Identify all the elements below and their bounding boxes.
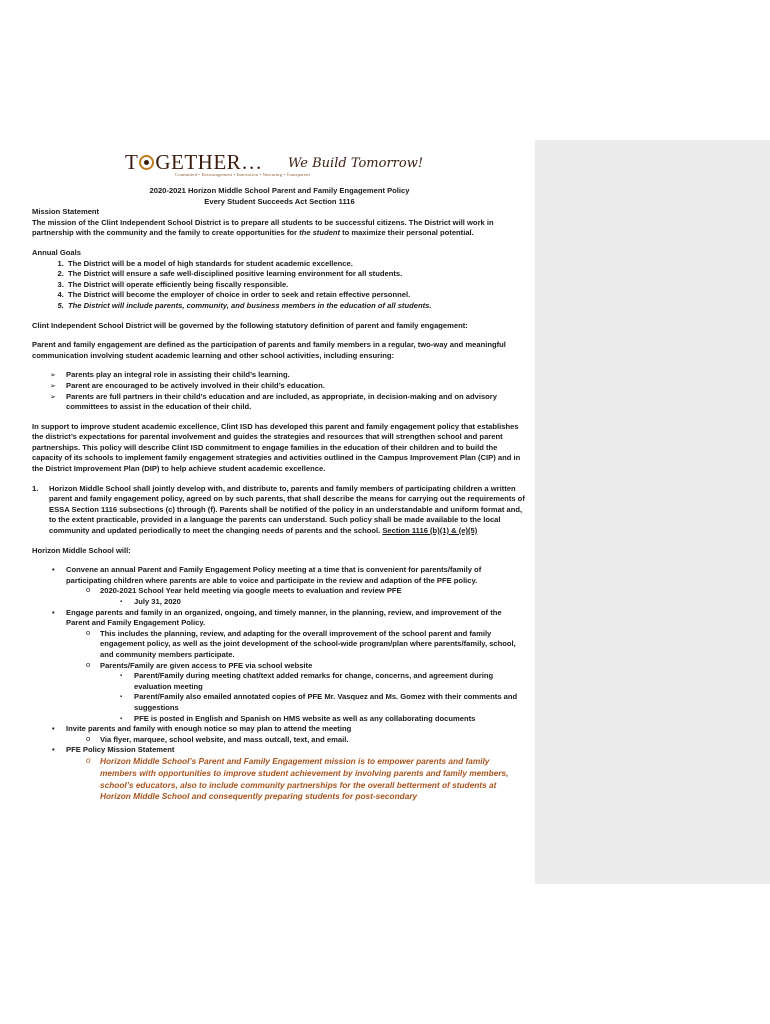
ensuring-list xyxy=(32,370,527,412)
will-subsubitem: ▪ PFE is posted in English and Spanish on HMS website as well as any collaborating documents xyxy=(120,714,527,725)
section-reference-link[interactable]: Section 1116 (b)(1) & (e)(5) xyxy=(382,526,478,536)
will-item-meeting: • Convene an annual Parent and Family Engagement Policy meeting at a time that is convenient for parents/family of participating children where parents are able to voice and participate in the review and adaption of the PFE policy. o 2020-2021 School Year held meeting via google meets to evaluation and review PFE ▪ July 31, 2020 xyxy=(52,565,527,607)
goals-list xyxy=(32,259,527,312)
goal-item: 5. The District will include parents, community, and business members in the education of all students. xyxy=(66,301,527,312)
ensuring-item: ➢ Parents play an integral role in assisting their child’s learning. xyxy=(50,370,527,381)
will-subsubitem: ▪ July 31, 2020 xyxy=(120,597,527,608)
will-item-engage: • Engage parents and family in an organized, ongoing, and timely manner, in the planning, review, and improvement of the Parent and Family Engagement Policy. o This includes the planning, review, and adapting for the overall improvement of the school parent and family engagement policy, as well as the joint development of the school-wide program/plan where parents/family, school, and community members participate. o Parents/Family are given access to PFE via school website ▪ Parent/Family during meeting chat/text added remarks for change, concerns, and agreement during evaluation meeting ▪ Parent/Family also emailed annotated copies of PFE Mr. Vasquez and Ms. Gomez with their comments and suggestions ▪ PFE is posted in English and Spanish on HMS website as well as any collaborating documents xyxy=(52,608,527,725)
will-item-mission: • PFE Policy Mission Statement o Horizon Middle School’s Parent and Family Engagement mission is to empower parents and family members with opportunities to improve student achievement by involving parents and family members, school’s educators, also to include community partnerships for the overall betterment of students at Horizon Middle School and consequently preparing students for post-secondary xyxy=(52,745,527,803)
goal-item: 3. The District will operate efficiently being fiscally responsible. xyxy=(66,280,527,291)
will-subitem: o Via flyer, marquee, school website, and mass outcall, text, and email. xyxy=(86,735,527,746)
mission-heading: Mission Statement xyxy=(32,207,100,217)
goal-item: 1. The District will be a model of high standards for student academic excellence. xyxy=(66,259,527,270)
logo-wordmark: T GETHER… xyxy=(125,150,263,174)
goal-item: 2. The District will ensure a safe well-disciplined positive learning environment for all students. xyxy=(66,269,527,280)
will-heading: Horizon Middle School will: xyxy=(32,545,131,555)
policy-subtitle: Every Student Succeeds Act Section 1116 xyxy=(204,196,355,206)
mission-text: The mission of the Clint Independent School District is to prepare all students to be successful citizens. The District will work in partnership with the community and the family to create opportunities for the student to maximize their personal potential. xyxy=(32,217,494,238)
ensuring-item: ➢ Parents are full partners in their child’s education and are included, as appropriate, in decision-making and on advisory committees to assist in the education of their child. xyxy=(50,392,527,413)
will-subsubitem: ▪ Parent/Family during meeting chat/text added remarks for change, concerns, and agreement during evaluation meeting xyxy=(120,671,527,692)
will-subitem: o 2020-2021 School Year held meeting via google meets to evaluation and review PFE ▪ July 31, 2020 xyxy=(86,586,527,607)
governed-statement: Clint Independent School District will be governed by the following statutory definition of parent and family engagement: xyxy=(32,320,468,330)
goal-item: 4. The District will become the employer of choice in order to seek and retain effective personnel. xyxy=(66,290,527,301)
engagement-definition: Parent and family engagement are defined as the participation of parents and family members in a regular, two-way and meaningful communication involving student academic learning and other school activities, including ensuring: xyxy=(32,340,506,360)
support-paragraph: In support to improve student academic excellence, Clint ISD has developed this parent and family engagement policy that establishes the district’s expectations for parental involvement and guides the strategies and resources that will strengthen school and parent partnerships. This policy will describe Clint ISD commitment to engage families in the education of their children and to build the capacity of its schools to implement family engagement strategies and activities outlined in the Campus Improvement Plan (CIP) and in the District Improvement Plan (DIP) to help achieve student academic excellence. xyxy=(32,421,521,474)
logo-globe-icon xyxy=(139,155,154,170)
will-item-invite: • Invite parents and family with enough notice so may plan to attend the meeting o Via flyer, marquee, school website, and mass outcall, text, and email. xyxy=(52,724,527,745)
will-subitem: o This includes the planning, review, and adapting for the overall improvement of the school parent and family engagement policy, as well as the joint development of the school-wide program/plan where parents/family, school, and community members participate. xyxy=(86,629,527,661)
together-logo xyxy=(125,150,445,180)
policy-document xyxy=(32,186,527,803)
section-1-paragraph: 1. Horizon Middle School shall jointly develop with, and distribute to, parents and family members of participating children a written parent and family engagement policy, agreed on by such parents, that shall describe the means for carrying out the requirements of ESSA Section 1116 subsections (c) through (f). Parents shall be notified of the policy in an understandable and uniform format and, to the extent practicable, provided in a language the parents can understand. Such policy shall be made available to the local community and updated periodically to meet the changing needs of parents and the school. Section 1116 (b)(1) & (e)(5) xyxy=(32,483,525,536)
will-subsubitem: ▪ Parent/Family also emailed annotated copies of PFE Mr. Vasquez and Ms. Gomez with their comments and suggestions xyxy=(120,692,527,713)
will-subitem: o Parents/Family are given access to PFE via school website ▪ Parent/Family during meeting chat/text added remarks for change, concerns, and agreement during evaluation meeting ▪ Parent/Family also emailed annotated copies of PFE Mr. Vasquez and Ms. Gomez with their comments and suggestions ▪ PFE is posted in English and Spanish on HMS website as well as any collaborating documents xyxy=(86,661,527,725)
logo-slogan: We Build Tomorrow! xyxy=(288,156,424,171)
ensuring-item: ➢ Parent are encouraged to be actively involved in their child’s education. xyxy=(50,381,527,392)
goals-heading: Annual Goals xyxy=(32,247,81,257)
comment-margin-pane xyxy=(535,140,770,884)
pfe-mission-statement: o Horizon Middle School’s Parent and Family Engagement mission is to empower parents and family members with opportunities to improve student achievement by involving parents and family members, school’s educators, also to include community partnerships for the overall betterment of students at Horizon Middle School and consequently preparing students for post-secondary xyxy=(86,756,527,803)
policy-title: 2020-2021 Horizon Middle School Parent and Family Engagement Policy xyxy=(149,186,410,195)
section-number: 1. xyxy=(32,483,39,493)
logo-tagline: Committed • Encouragement • Innovation • Nurturing • Transparent xyxy=(175,172,311,177)
will-list xyxy=(32,565,527,803)
